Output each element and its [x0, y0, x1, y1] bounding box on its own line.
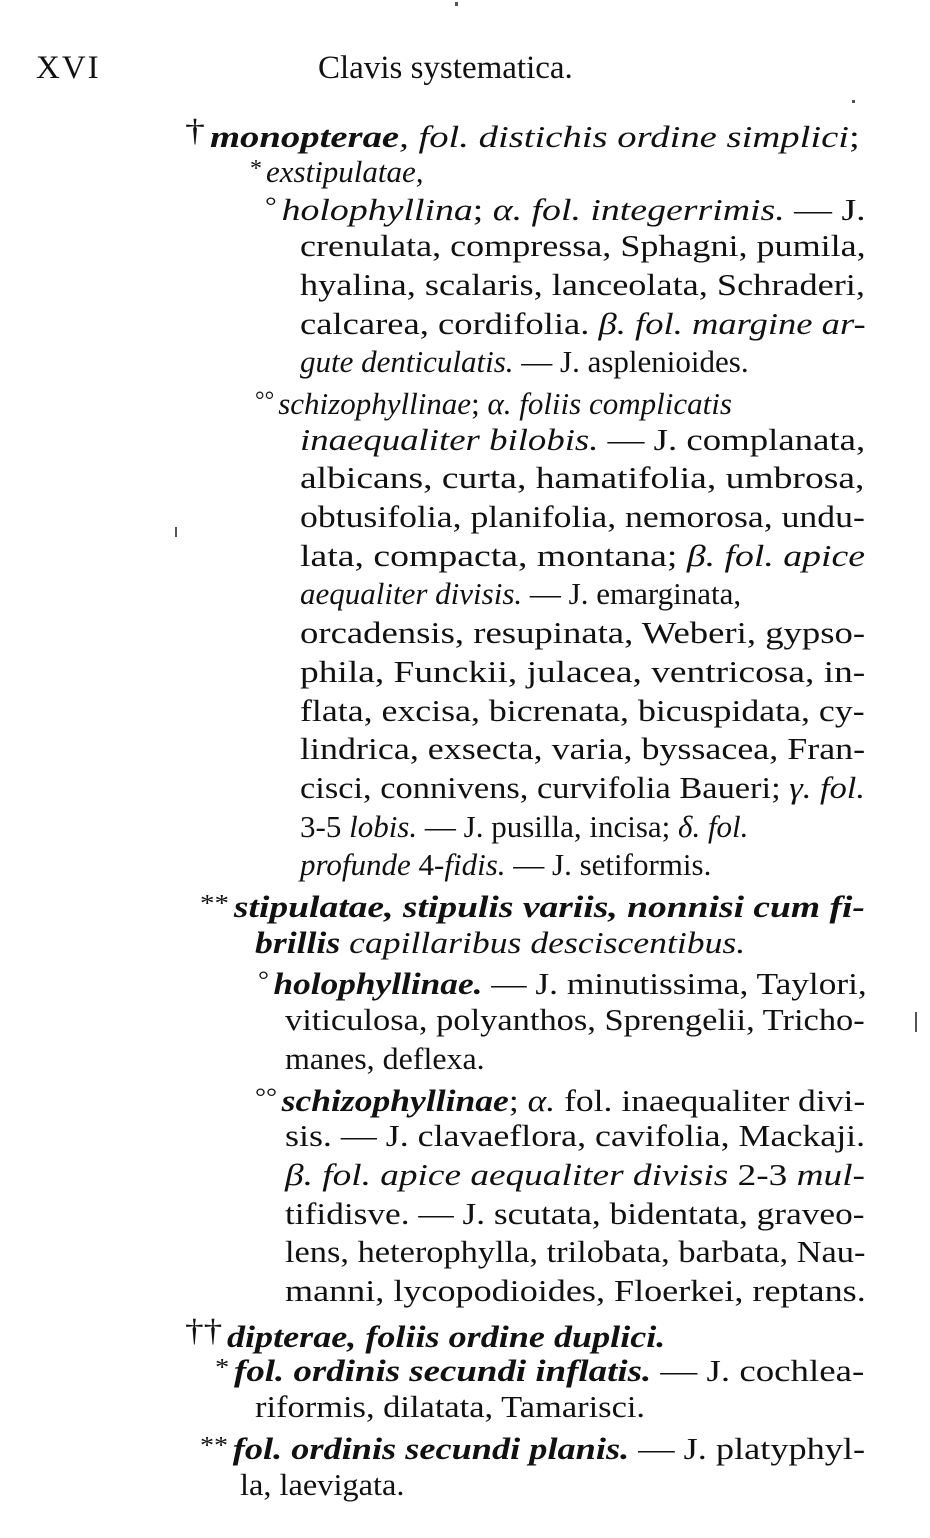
line-text: tifidisve. — J. scutata, bidentata, graveo-	[285, 1195, 865, 1231]
page-number: XVI	[36, 50, 101, 86]
text-line	[285, 1039, 485, 1079]
text-line	[255, 1387, 645, 1427]
line-text: schizophyllinae; α. fol. inaequaliter divi-	[281, 1082, 866, 1118]
key-marker: †	[185, 112, 205, 148]
print-speck	[915, 1012, 917, 1032]
key-marker: **	[200, 891, 230, 917]
line-text: sis. — J. clavaeflora, cavifolia, Mackaji.	[285, 1118, 866, 1154]
text-line	[255, 1078, 865, 1118]
line-text: stipulatae, stipulis variis, nonnisi cum fi-	[233, 889, 865, 924]
line-text: schizophyllinae; α. foliis complicatis	[278, 385, 732, 421]
line-text: holophyllina; α. fol. integerrimis. — J.	[281, 192, 866, 228]
text-line	[200, 884, 865, 924]
text-line	[300, 536, 865, 576]
line-text: profunde 4-fidis. — J. setiformis.	[300, 847, 712, 883]
line-text: inaequaliter bilobis. — J. complanata,	[300, 421, 866, 457]
key-marker: °°	[255, 387, 275, 414]
line-text: 3-5 lobis. — J. pusilla, incisa; δ. fol.	[300, 808, 749, 844]
text-line	[300, 304, 866, 344]
key-marker: *	[215, 1355, 230, 1382]
line-text: cisci, connivens, curvifolia Baueri; γ. fol.	[300, 769, 865, 805]
key-marker: °°	[255, 1084, 278, 1111]
key-marker: ††	[185, 1311, 223, 1348]
text-line	[300, 807, 748, 847]
text-line	[250, 149, 424, 189]
text-line	[255, 381, 732, 421]
text-line	[185, 1310, 666, 1354]
text-line	[258, 961, 867, 1001]
line-text: brillis capillaribus desciscentibus.	[255, 924, 746, 960]
text-line	[285, 1155, 865, 1195]
line-text: crenulata, compressa, Sphagni, pumila,	[300, 228, 866, 264]
text-line	[255, 923, 745, 963]
line-text: fol. ordinis secundi inflatis. — J. cochlea-	[234, 1353, 865, 1389]
text-line	[215, 1348, 864, 1388]
line-text: aequaliter divisis. — J. emarginata,	[300, 576, 742, 612]
text-line	[300, 265, 865, 305]
text-line	[300, 652, 865, 692]
text-line	[300, 342, 749, 382]
line-text: lata, compacta, montana; β. fol. apice	[300, 537, 866, 573]
line-text: holophyllinae. — J. minutissima, Taylori,	[273, 966, 867, 1002]
text-line	[240, 1465, 404, 1505]
text-line	[285, 1116, 865, 1156]
key-marker: *	[250, 155, 262, 182]
line-text: lens, heterophylla, trilobata, barbata, Nau-	[285, 1234, 866, 1270]
running-title: Clavis systematica.	[318, 50, 573, 86]
text-line	[265, 187, 866, 227]
text-line	[300, 768, 865, 808]
print-speck	[455, 2, 458, 6]
line-text: albicans, curta, hamatifolia, umbrosa,	[300, 460, 865, 496]
line-text: β. fol. apice aequaliter divisis 2-3 mul-	[285, 1156, 865, 1192]
line-text: fol. ordinis secundi planis. — J. platyphyl-	[232, 1430, 866, 1466]
text-line	[285, 1000, 865, 1040]
text-line	[185, 110, 860, 154]
line-text: manes, deflexa.	[285, 1040, 485, 1076]
text-line	[300, 420, 865, 460]
text-line	[285, 1232, 865, 1272]
line-text: manni, lycopodioides, Floerkei, reptans.	[285, 1273, 866, 1308]
line-text: hyalina, scalaris, lanceolata, Schraderi,	[300, 266, 865, 302]
text-line	[285, 1271, 866, 1311]
line-text: viticulosa, polyanthos, Sprengelii, Tricho-	[285, 1002, 865, 1038]
text-line	[200, 1426, 865, 1466]
text-line	[300, 226, 866, 266]
text-line	[300, 845, 711, 885]
print-speck	[175, 527, 177, 537]
line-text: dipterae, foliis ordine duplici.	[226, 1318, 666, 1354]
text-line	[300, 729, 865, 769]
text-line	[285, 1194, 864, 1234]
text-line	[300, 497, 865, 537]
line-text: monopterae, fol. distichis ordine simplici;	[209, 119, 860, 154]
text-line	[300, 574, 741, 614]
line-text: la, laevigata.	[240, 1466, 405, 1502]
line-text: exstipulatae,	[266, 153, 424, 189]
line-text: gute denticulatis. — J. asplenioides.	[300, 344, 749, 380]
text-line	[300, 613, 865, 653]
line-text: riformis, dilatata, Tamarisci.	[255, 1389, 646, 1425]
text-line	[300, 691, 865, 731]
line-text: lindrica, exsecta, varia, byssacea, Fran-	[300, 731, 866, 767]
line-text: calcarea, cordifolia. β. fol. margine ar-	[300, 305, 866, 341]
key-marker: °	[258, 968, 269, 995]
key-marker: °	[265, 194, 277, 221]
print-speck	[852, 100, 855, 103]
line-text: obtusifolia, planifolia, nemorosa, undu-	[300, 499, 865, 534]
page-header	[36, 50, 896, 96]
text-line	[300, 458, 864, 498]
line-text: flata, excisa, bicrenata, bicuspidata, cy-	[300, 692, 865, 728]
key-marker: **	[200, 1432, 229, 1459]
line-text: orcadensis, resupinata, Weberi, gypso-	[300, 615, 866, 651]
line-text: phila, Funckii, julacea, ventricosa, in-	[300, 653, 866, 689]
